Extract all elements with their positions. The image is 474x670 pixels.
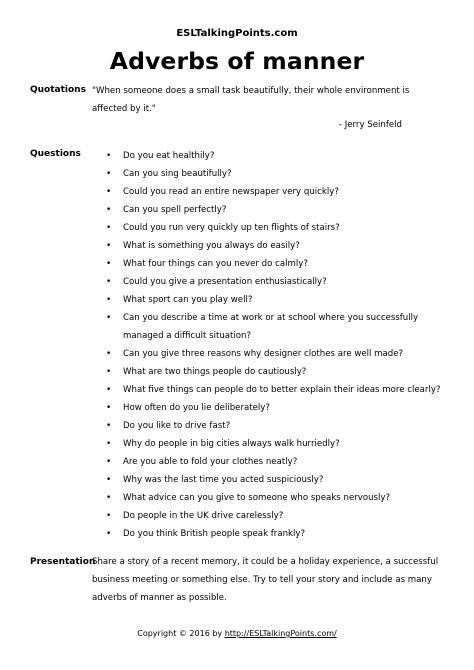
question-text: Can you describe a time at work or at school where you successfully managed a difficult situation? [123, 313, 419, 341]
site-link[interactable]: http://ESLTalkingPoints.com/ [224, 629, 337, 638]
bullet: • [106, 295, 112, 305]
list-item [0, 237, 474, 255]
question-text: Could you give a presentation enthusiastically? [123, 277, 327, 287]
bullet: • [106, 511, 112, 521]
bullet: • [106, 223, 112, 233]
list-item [0, 147, 474, 165]
bullet: • [106, 205, 112, 215]
presentation-text: Share a story of a recent memory, it could be a holiday experience, a successful business meeting or something else. Try to tell your story and include as many adverbs of manner as possible. [92, 557, 439, 603]
bullet: • [106, 259, 112, 269]
question-text: What four things can you never do calmly? [123, 259, 308, 269]
bullet: • [106, 277, 112, 287]
footer [0, 629, 474, 638]
question-text: What is something you always do easily? [123, 241, 300, 251]
bullet: • [106, 439, 112, 449]
question-text: Can you sing beautifully? [123, 169, 232, 179]
bullet: • [106, 187, 112, 197]
question-text: What sport can you play well? [123, 295, 253, 305]
question-text: Why do people in big cities always walk hurriedly? [123, 439, 340, 449]
bullet: • [106, 403, 112, 413]
list-item [0, 183, 474, 201]
question-text: How often do you lie deliberately? [123, 403, 270, 413]
question-text: Are you able to fold your clothes neatly? [123, 457, 298, 467]
quotation-author: - Jerry Seinfeld [338, 120, 402, 130]
bullet: • [106, 385, 112, 395]
quotation-text: "When someone does a small task beautifully, their whole environment is affected by it." [92, 86, 410, 114]
question-text: Do you think British people speak frankly? [123, 529, 306, 539]
list-item [0, 489, 474, 507]
list-item [0, 165, 474, 183]
page-title: Adverbs of manner [109, 47, 365, 75]
questions-label: Questions [30, 149, 81, 159]
copyright-text: Copyright © 2016 by [137, 629, 223, 638]
list-item [0, 435, 474, 453]
quotations-label: Quotations [30, 85, 86, 95]
list-item [0, 219, 474, 237]
bullet: • [106, 367, 112, 377]
bullet: • [106, 421, 112, 431]
list-item [0, 309, 474, 345]
list-item [0, 363, 474, 381]
question-text: Do you like to drive fast? [123, 421, 231, 431]
list-item [0, 201, 474, 219]
list-item [0, 507, 474, 525]
question-text: Can you give three reasons why designer clothes are well made? [123, 349, 404, 359]
presentation-label: Presentation [30, 557, 96, 567]
list-item [0, 273, 474, 291]
bullet: • [106, 475, 112, 485]
list-item [0, 471, 474, 489]
question-text: What are two things people do cautiously? [123, 367, 307, 377]
bullet: • [106, 241, 112, 251]
list-item [0, 255, 474, 273]
bullet: • [106, 151, 112, 161]
question-text: Why was the last time you acted suspiciously? [123, 475, 324, 485]
bullet: • [106, 349, 112, 359]
bullet: • [106, 529, 112, 539]
bullet: • [106, 313, 112, 323]
bullet: • [106, 457, 112, 467]
list-item [0, 453, 474, 471]
bullet: • [106, 493, 112, 503]
question-text: Could you run very quickly up ten flights of stairs? [123, 223, 340, 233]
bullet: • [106, 169, 112, 179]
list-item [0, 399, 474, 417]
list-item [0, 525, 474, 543]
list-item [0, 345, 474, 363]
list-item [0, 291, 474, 309]
question-text: Can you spell perfectly? [123, 205, 227, 215]
question-text: Do you eat healthily? [123, 151, 215, 161]
question-text: What five things can people do to better explain their ideas more clearly? [123, 385, 441, 395]
list-item [0, 417, 474, 435]
question-text: Do people in the UK drive carelessly? [123, 511, 284, 521]
site-name: ESLTalkingPoints.com [176, 28, 298, 39]
list-item [0, 381, 474, 399]
question-text: Could you read an entire newspaper very quickly? [123, 187, 339, 197]
question-text: What advice can you give to someone who speaks nervously? [123, 493, 391, 503]
